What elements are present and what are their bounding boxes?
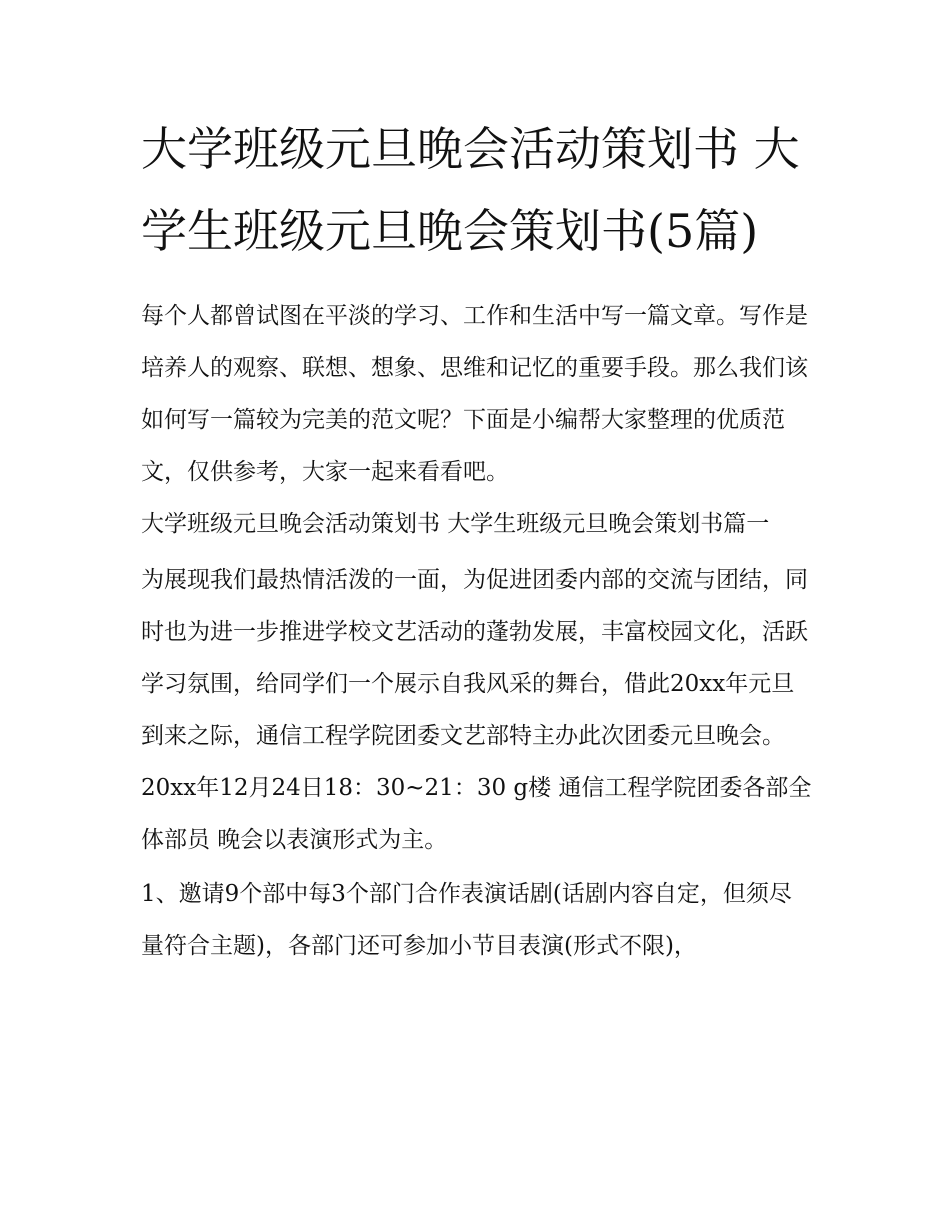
section-heading: 大学班级元旦晚会活动策划书 大学生班级元旦晚会策划书篇一 (141, 511, 770, 537)
document-page (141, 108, 813, 972)
document-title: 大学班级元旦晚会活动策划书 大学生班级元旦晚会策划书(5篇) (141, 122, 800, 258)
list-item: 1、邀请9个部中每3个部门合作表演话剧(话剧内容自定，但须尽量符合主题)，各部门还可参加小节目表演(形式不限)， (141, 881, 792, 959)
purpose-paragraph: 为展现我们最热情活泼的一面，为促进团委内部的交流与团结，同时也为进一步推进学校文艺活动的蓬勃发展，丰富校园文化，活跃学习氛围，给同学们一个展示自我风采的舞台，借此20xx年元旦到来之际，通信工程学院团委文艺部特主办此次团委元旦晚会。 (141, 567, 808, 749)
time-place-paragraph: 20xx年12月24日18：30~21：30 g楼 通信工程学院团委各部全体部员 晚会以表演形式为主。 (141, 775, 812, 853)
intro-paragraph: 每个人都曾试图在平淡的学习、工作和生活中写一篇文章。写作是培养人的观察、联想、想象、思维和记忆的重要手段。那么我们该如何写一篇较为完美的范文呢？下面是小编帮大家整理的优质范文，仅供参考，大家一起来看看吧。 (141, 303, 808, 485)
